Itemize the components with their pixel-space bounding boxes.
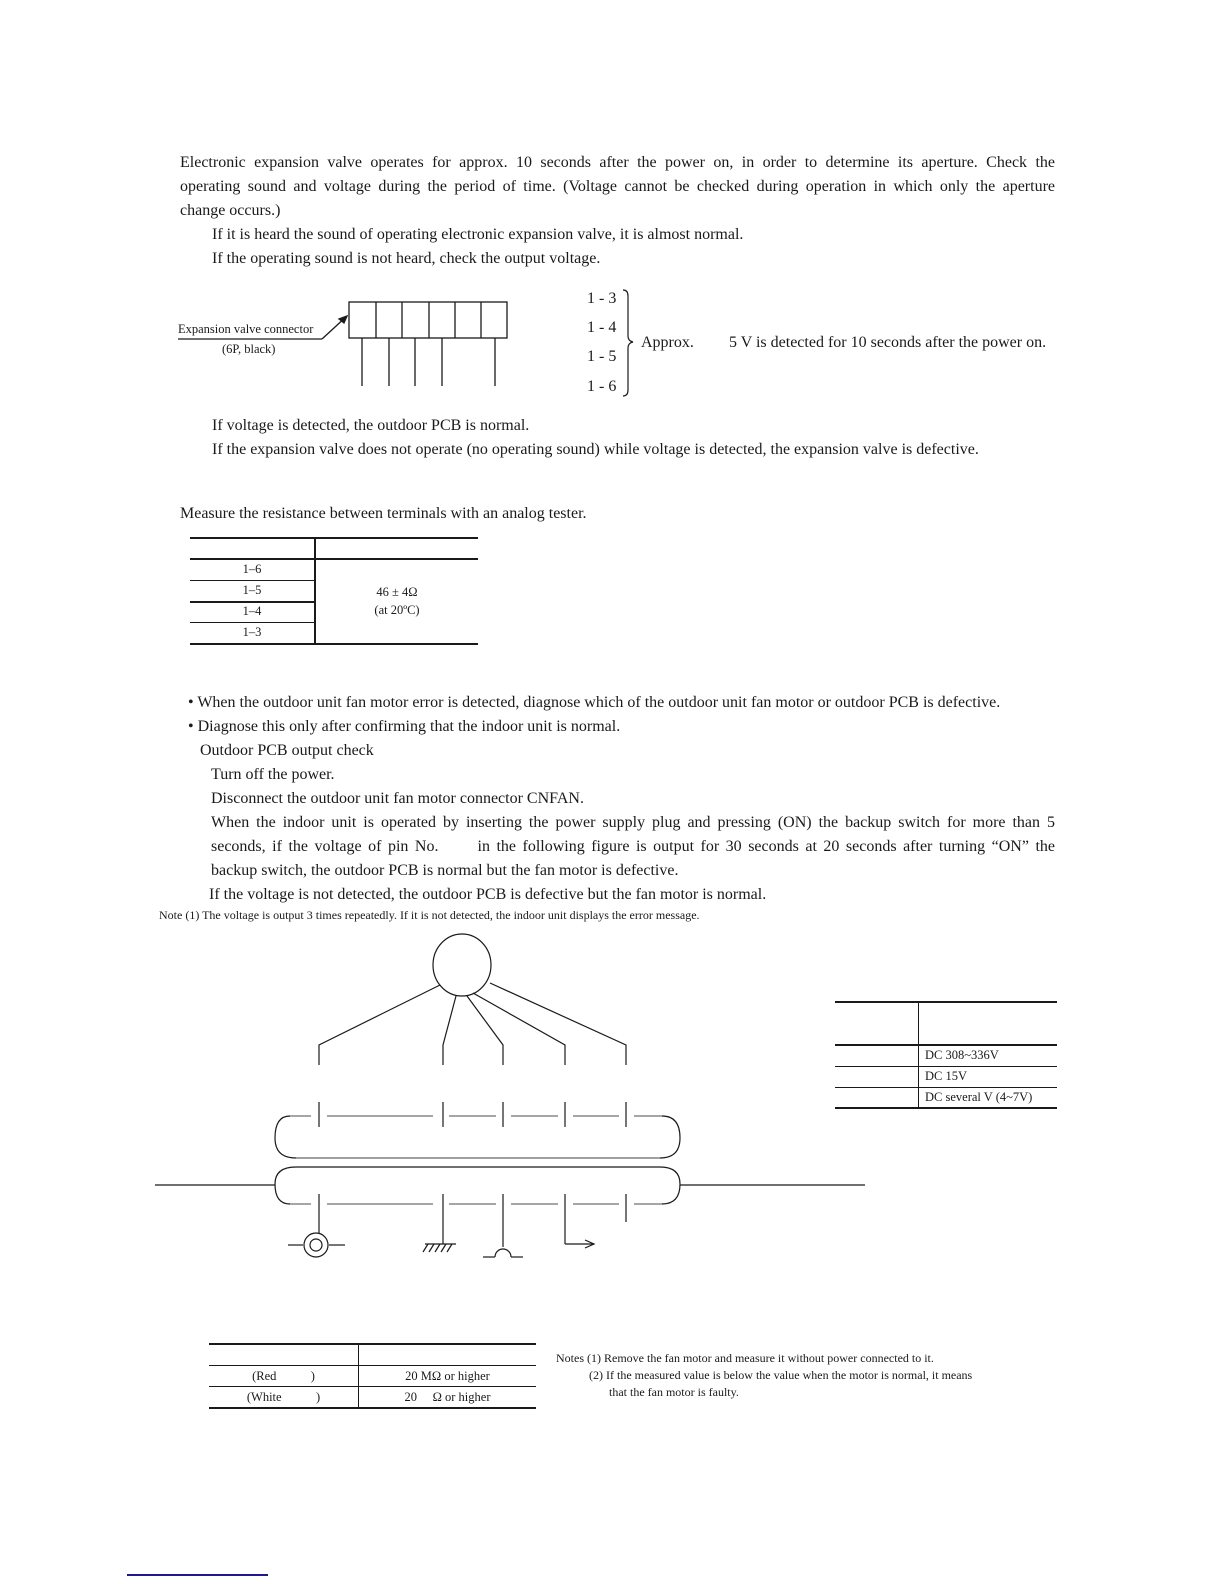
resistance-row-1-6: 1–6 xyxy=(242,562,262,576)
pin-pair-1-4: 1 - 4 xyxy=(587,319,617,336)
dc-supply-terminal-icon xyxy=(288,1233,345,1257)
resistance-row-1-3: 1–3 xyxy=(242,625,262,639)
resistance-row-1-4: 1–4 xyxy=(242,604,262,618)
voltage-statement: 5 V is detected for 10 seconds after the power on. xyxy=(729,334,1047,351)
fan-step-1: Turn off the power. xyxy=(211,766,335,783)
voltage-row-2: DC 15V xyxy=(925,1069,968,1083)
pin-pair-1-6: 1 - 6 xyxy=(587,378,617,395)
insulation-row-white-wire: (White ) xyxy=(246,1390,321,1404)
fan-motor-circuit-diagram xyxy=(155,934,865,1257)
notes-1: Notes (1) Remove the fan motor and measure it without power connected to it. xyxy=(556,1351,934,1365)
ground-icon xyxy=(423,1244,456,1252)
valve-intro-line-1: Electronic expansion valve operates for approx. 10 seconds after the power on, in order to determine its aperture. Check the xyxy=(180,154,1055,171)
fan-step-3-line-1: When the indoor unit is operated by inserting the power supply plug and pressing (ON) the backup switch for more than 5 xyxy=(211,814,1055,831)
fan-motor-symbol xyxy=(433,934,491,996)
fan-bullet-2: • Diagnose this only after confirming that the indoor unit is normal. xyxy=(188,718,621,735)
insulation-row-white-value: 20 Ω or higher xyxy=(404,1390,491,1404)
output-arrow-icon xyxy=(565,1240,594,1248)
voltage-row-3: DC several V (4~7V) xyxy=(925,1090,1033,1104)
signal-terminal-icon xyxy=(483,1249,523,1257)
resistance-instruction: Measure the resistance between terminals with an analog tester. xyxy=(180,505,587,522)
notes-2-cont: that the fan motor is faulty. xyxy=(609,1385,739,1399)
fan-bullet-1: • When the outdoor unit fan motor error is detected, diagnose which of the outdoor unit fan motor or outdoor PCB is defective. xyxy=(188,694,1001,711)
fan-step-3-line-2: seconds, if the voltage of pin No. in the following figure is output for 30 seconds at 20 seconds after turning “ON” the xyxy=(211,838,1055,855)
valve-result-2: If the expansion valve does not operate (no operating sound) while voltage is detected, the expansion valve is defective. xyxy=(212,441,979,458)
insulation-row-red-wire: (Red ) xyxy=(252,1369,315,1383)
fan-note: Note (1) The voltage is output 3 times repeatedly. If it is not detected, the indoor unit displays the error message. xyxy=(159,908,700,922)
resistance-condition: (at 20ºC) xyxy=(374,603,420,617)
footer-rule xyxy=(127,1574,268,1576)
fan-step-2: Disconnect the outdoor unit fan motor connector CNFAN. xyxy=(211,790,584,807)
valve-check-1: If it is heard the sound of operating electronic expansion valve, it is almost normal. xyxy=(212,226,744,243)
pin-pair-brace xyxy=(623,290,633,396)
approx-label: Approx. xyxy=(641,334,694,351)
fan-subheading: Outdoor PCB output check xyxy=(200,742,374,759)
resistance-value: 46 ± 4Ω xyxy=(376,585,418,599)
expansion-valve-connector-diagram xyxy=(178,302,507,386)
voltage-row-1: DC 308~336V xyxy=(925,1048,999,1062)
valve-intro-line-3: change occurs.) xyxy=(180,202,281,219)
valve-check-2: If the operating sound is not heard, check the output voltage. xyxy=(212,250,601,267)
resistance-row-1-5: 1–5 xyxy=(242,583,262,597)
connector-label: Expansion valve connector xyxy=(178,322,314,336)
fan-step-3-line-3: backup switch, the outdoor PCB is normal but the fan motor is defective. xyxy=(211,862,679,879)
fan-step-4: If the voltage is not detected, the outdoor PCB is defective but the fan motor is normal. xyxy=(209,886,767,903)
insulation-row-red-value: 20 MΩ or higher xyxy=(405,1369,490,1383)
connector-spec: (6P, black) xyxy=(222,342,276,356)
valve-result-1: If voltage is detected, the outdoor PCB is normal. xyxy=(212,417,530,434)
pin-pair-1-3: 1 - 3 xyxy=(587,290,617,307)
valve-intro-line-2: operating sound and voltage during the period of time. (Voltage cannot be checked during operation in which only the aperture xyxy=(180,178,1055,195)
pin-pair-1-5: 1 - 5 xyxy=(587,348,617,365)
notes-2: (2) If the measured value is below the value when the motor is normal, it means xyxy=(589,1368,973,1382)
